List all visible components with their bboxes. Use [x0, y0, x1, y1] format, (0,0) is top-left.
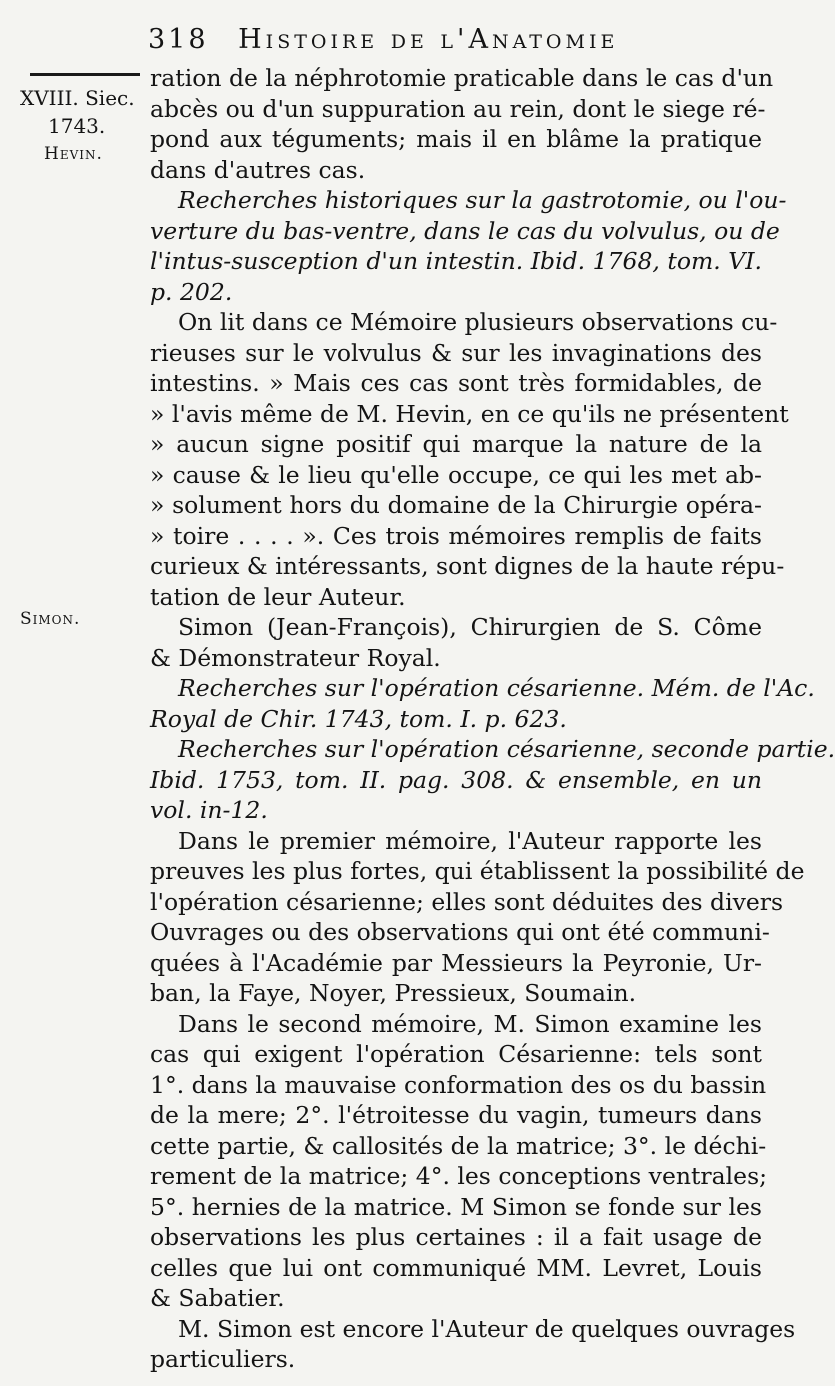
margin-year: 1743. [48, 114, 106, 138]
margin-century: XVIII. Siec. [20, 86, 135, 110]
text-line: quées à l'Académie par Messieurs la Peyronie, Ur- [150, 948, 762, 977]
text-line: dans d'autres cas. [150, 155, 366, 184]
text-line: » solument hors du domaine de la Chirurgie opéra- [150, 491, 762, 519]
text-line: Dans le second mémoire, M. Simon examine les [178, 1009, 762, 1038]
text-line: » aucun signe positif qui marque la nature de la [150, 430, 762, 458]
text-line: Ibid. 1753, tom. II. pag. 308. & ensemble, en un [150, 765, 762, 794]
text-line: 1°. dans la mauvaise conformation des os du bassin [150, 1070, 767, 1099]
paragraph [150, 185, 787, 307]
running-header [148, 24, 768, 64]
text-line: » l'avis même de M. Hevin, en ce qu'ils ne présentent [150, 399, 789, 428]
text-line: » cause & le lieu qu'elle occupe, ce qui les met ab- [150, 460, 762, 489]
text-line: M. Simon est encore l'Auteur de quelques ouvrages [178, 1314, 796, 1343]
margin-notes-simon [20, 605, 140, 633]
margin-rule [30, 73, 140, 76]
paragraph [150, 307, 789, 612]
text-line: vol. in-12. [150, 796, 268, 824]
text-line: p. 202. [150, 277, 233, 306]
text-line: verture du bas-ventre, dans le cas du volvulus, ou de [150, 216, 780, 245]
text-line: preuves les plus fortes, qui établissent la possibilité de [150, 857, 805, 885]
text-line: rement de la matrice; 4°. les conceptions ventrales; [150, 1162, 768, 1190]
text-line: Recherches historiques sur la gastrotomie, ou l'ou- [178, 186, 787, 214]
text-line: tation de leur Auteur. [150, 582, 406, 611]
paragraph [150, 63, 774, 185]
text-line: Simon (Jean-François), Chirurgien de S. Côme [178, 613, 762, 641]
text-line: & Démonstrateur Royal. [150, 643, 441, 672]
text-line: cas qui exigent l'opération Césarienne: tels sont [150, 1040, 762, 1068]
text-line: l'intus-susception d'un intestin. Ibid. 1768, tom. VI. [150, 247, 762, 275]
text-line: Dans le premier mémoire, l'Auteur rapporte les [178, 826, 762, 855]
text-line: l'opération césarienne; elles sont déduites des divers [150, 887, 784, 916]
text-line: de la mere; 2°. l'étroitesse du vagin, tumeurs dans [150, 1101, 762, 1129]
margin-notes-hevin [20, 84, 140, 168]
paragraph [150, 1314, 796, 1375]
margin-author-simon: Simon. [20, 609, 81, 629]
paragraph [150, 1009, 768, 1314]
text-line: celles que lui ont communiqué MM. Levret, Louis [150, 1253, 762, 1282]
text-line: Recherches sur l'opération césarienne, seconde partie. [178, 735, 835, 763]
text-line: cette partie, & callosités de la matrice; 3°. le déchi- [150, 1131, 767, 1160]
text-line: Royal de Chir. 1743, tom. I. p. 623. [150, 704, 567, 733]
margin-author-hevin: Hevin. [44, 144, 103, 164]
text-line: pond aux téguments; mais il en blâme la pratique [150, 125, 762, 153]
text-line: 5°. hernies de la matrice. M Simon se fonde sur les [150, 1192, 762, 1221]
text-line: Ouvrages ou des observations qui ont été communi- [150, 918, 770, 946]
main-text [150, 63, 835, 1375]
running-title: Histoire de l'Anatomie [238, 24, 619, 55]
text-line: Recherches sur l'opération césarienne. Mém. de l'Ac. [178, 674, 815, 702]
text-line: » toire . . . . ». Ces trois mémoires remplis de faits [150, 521, 762, 550]
paragraph [150, 612, 762, 673]
paragraph [150, 734, 835, 826]
text-line: curieux & intéressants, sont dignes de la haute répu- [150, 552, 785, 580]
text-line: ration de la néphrotomie praticable dans le cas d'un [150, 64, 774, 92]
text-line: observations les plus certaines : il a fait usage de [150, 1223, 762, 1251]
paragraph [150, 826, 805, 1009]
paragraph [150, 673, 815, 734]
text-line: intestins. » Mais ces cas sont très formidables, de [150, 369, 762, 397]
text-line: & Sabatier. [150, 1284, 285, 1312]
text-line: abcès ou d'un suppuration au rein, dont le siege ré- [150, 94, 766, 123]
text-line: rieuses sur le volvulus & sur les invaginations des [150, 338, 762, 367]
text-line: particuliers. [150, 1345, 296, 1373]
text-line: ban, la Faye, Noyer, Pressieux, Soumain. [150, 979, 637, 1007]
text-line: On lit dans ce Mémoire plusieurs observations cu- [178, 308, 778, 336]
page-number: 318 [148, 24, 209, 55]
